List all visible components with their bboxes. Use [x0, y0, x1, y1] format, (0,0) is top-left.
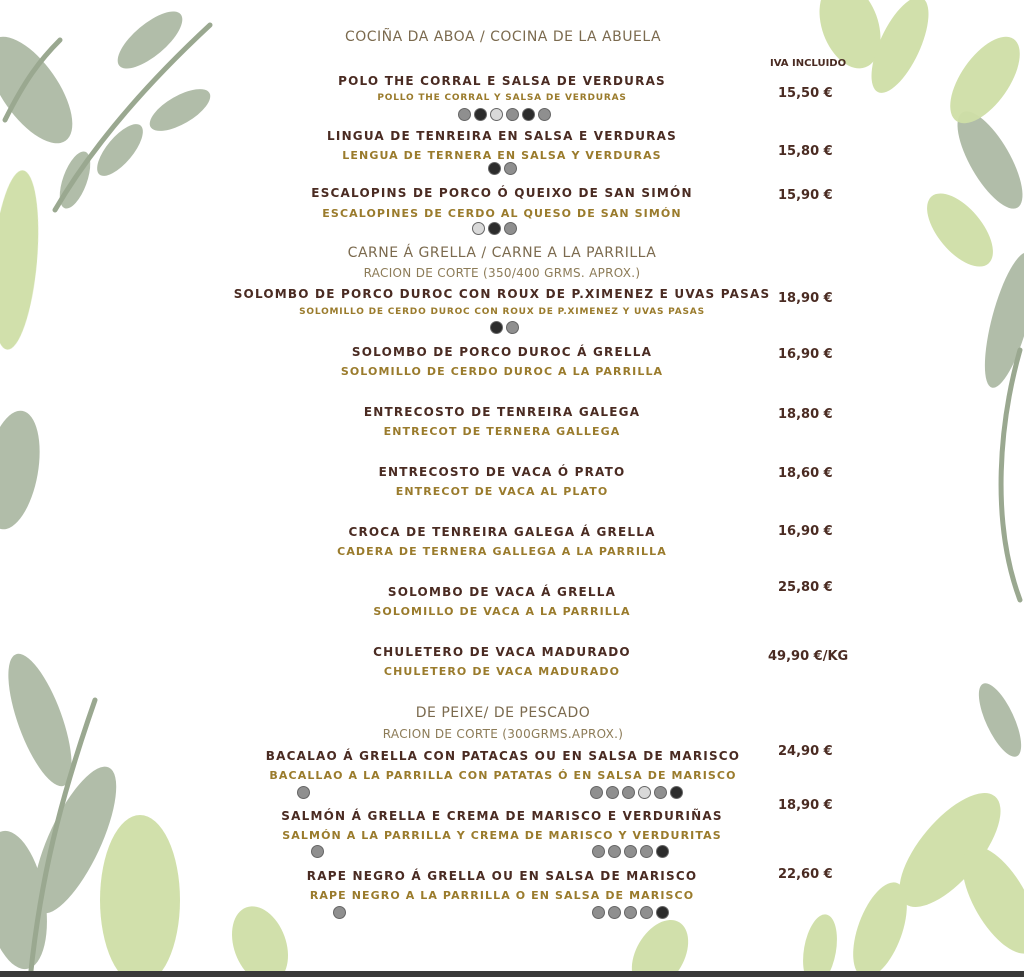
mollusc-icon: [606, 786, 619, 799]
menu-item-name: ENTRECOSTO DE VACA Ó PRATO: [378, 465, 626, 479]
sulphite-icon: [638, 786, 651, 799]
menu-item-name: SOLOMBO DE PORCO DUROC Á GRELLA: [351, 345, 653, 359]
dairy-icon: [656, 845, 669, 858]
dairy-icon: [522, 108, 535, 121]
menu-item-translation: SOLOMILLO DE VACA A LA PARRILLA: [373, 605, 631, 618]
menu-item-name: SOLOMBO DE VACA Á GRELLA: [387, 585, 617, 599]
crustacean-icon: [592, 845, 605, 858]
allergen-icons-left: [297, 786, 310, 799]
menu-item-name: ENTRECOSTO DE TENREIRA GALEGA: [363, 405, 641, 419]
celery-icon: [622, 786, 635, 799]
menu-item-price: 16,90 €: [778, 347, 833, 362]
fish-icon: [297, 786, 310, 799]
menu-item-name: POLO THE CORRAL E SALSA DE VERDURAS: [338, 74, 666, 88]
fish-icon: [311, 845, 324, 858]
menu-item-price: 15,80 €: [778, 144, 833, 159]
dairy-icon: [490, 321, 503, 334]
menu-item-price: 15,50 €: [778, 86, 833, 101]
menu-item-translation: CHULETERO DE VACA MADURADO: [383, 665, 621, 678]
menu-item-translation: ENTRECOT DE TERNERA GALLEGA: [383, 425, 621, 438]
menu-item-price: 18,90 €: [778, 291, 833, 306]
bottom-bar: [0, 971, 1024, 977]
fish-icon: [333, 906, 346, 919]
celery-icon: [624, 845, 637, 858]
mollusc-icon: [608, 845, 621, 858]
section-title-parrilla: CARNE Á GRELLA / CARNE A LA PARRILLA: [347, 245, 657, 261]
celery-icon: [506, 108, 519, 121]
menu-item-translation: SOLOMILLO DE CERDO DUROC CON ROUX DE P.XIMENEZ Y UVAS PASAS: [299, 307, 705, 317]
menu-item-translation: ENTRECOT DE VACA AL PLATO: [395, 485, 609, 498]
menu-item-price: 18,90 €: [778, 798, 833, 813]
egg-icon: [490, 108, 503, 121]
crustacean-icon: [474, 108, 487, 121]
menu-item-translation: POLLO THE CORRAL Y SALSA DE VERDURAS: [377, 93, 627, 103]
section-title-pescado: DE PEIXE/ DE PESCADO: [415, 705, 591, 721]
menu-item-name: CROCA DE TENREIRA GALEGA Á GRELLA: [348, 525, 656, 539]
celery-icon: [504, 162, 517, 175]
menu-item-price: 22,60 €: [778, 867, 833, 882]
menu-item-translation: RAPE NEGRO A LA PARRILLA O EN SALSA DE MARISCO: [309, 889, 695, 902]
crustacean-icon: [592, 906, 605, 919]
egg-icon: [472, 222, 485, 235]
celery-icon: [506, 321, 519, 334]
menu-item-translation: CADERA DE TERNERA GALLEGA A LA PARRILLA: [337, 545, 667, 558]
allergen-icons: [472, 222, 517, 235]
fish-icon: [538, 108, 551, 121]
fish-icon: [640, 906, 653, 919]
crustacean-icon: [590, 786, 603, 799]
menu-item-price: 24,90 €: [778, 744, 833, 759]
section-title-abuela: COCIÑA DA ABOA / COCINA DE LA ABUELA: [344, 29, 662, 45]
allergen-icons-left: [333, 906, 346, 919]
menu-item-name: RAPE NEGRO Á GRELLA OU EN SALSA DE MARISCO: [306, 869, 698, 883]
mustard-icon: [504, 222, 517, 235]
menu-item-translation: SALMÓN A LA PARRILLA Y CREMA DE MARISCO Y VERDURITAS: [282, 829, 722, 842]
menu-item-translation: LENGUA DE TERNERA EN SALSA Y VERDURAS: [342, 149, 662, 162]
dairy-icon: [656, 906, 669, 919]
menu-item-price: 16,90 €: [778, 524, 833, 539]
allergen-icons: [488, 162, 517, 175]
menu-item-translation: BACALLAO A LA PARRILLA CON PATATAS Ó EN SALSA DE MARISCO: [269, 769, 737, 782]
allergen-icons-left: [311, 845, 324, 858]
celery-icon: [624, 906, 637, 919]
mustard-icon: [458, 108, 471, 121]
menu-item-name: CHULETERO DE VACA MADURADO: [373, 645, 631, 659]
menu-item-price: 49,90 €/KG: [768, 649, 849, 664]
menu-item-price: 18,80 €: [778, 407, 833, 422]
menu-item-translation: ESCALOPINES DE CERDO AL QUESO DE SAN SIMÓN: [322, 207, 682, 220]
allergen-icons: [592, 845, 669, 858]
menu-item-price: 18,60 €: [778, 466, 833, 481]
allergen-icons: [490, 321, 519, 334]
iva-header: IVA INCLUIDO: [770, 58, 847, 69]
dairy-icon: [488, 222, 501, 235]
menu-item-price: 25,80 €: [778, 580, 833, 595]
dairy-icon: [488, 162, 501, 175]
menu-item-price: 15,90 €: [778, 188, 833, 203]
allergen-icons: [458, 108, 551, 121]
allergen-icons: [590, 786, 683, 799]
section-subtitle-parrilla: RACION DE CORTE (350/400 GRMS. APROX.): [363, 266, 641, 280]
menu-item-translation: SOLOMILLO DE CERDO DUROC A LA PARRILLA: [340, 365, 664, 378]
mollusc-icon: [608, 906, 621, 919]
fish-icon: [654, 786, 667, 799]
menu-item-name: BACALAO Á GRELLA CON PATACAS OU EN SALSA DE MARISCO: [265, 749, 741, 763]
menu-item-name: ESCALOPINS DE PORCO Ó QUEIXO DE SAN SIMÓN: [311, 186, 693, 200]
menu-item-name: LINGUA DE TENREIRA EN SALSA E VERDURAS: [327, 129, 677, 143]
dairy-icon: [670, 786, 683, 799]
menu-item-name: SOLOMBO DE PORCO DUROC CON ROUX DE P.XIMENEZ E UVAS PASAS: [233, 287, 771, 301]
menu-item-name: SALMÓN Á GRELLA E CREMA DE MARISCO E VERDURIÑAS: [281, 809, 723, 823]
fish-icon: [640, 845, 653, 858]
allergen-icons: [592, 906, 669, 919]
section-subtitle-pescado: RACION DE CORTE (300GRMS.APROX.): [382, 727, 624, 741]
